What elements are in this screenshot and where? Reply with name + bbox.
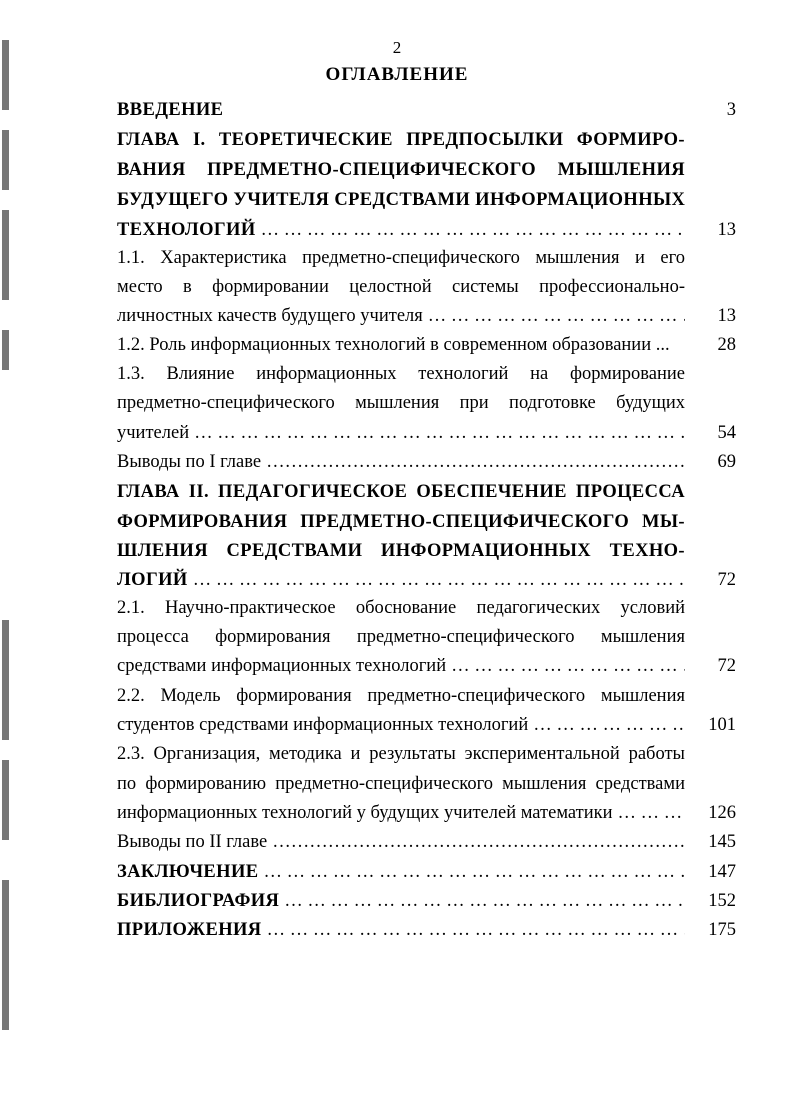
toc-entry-2-1-line3: средствами информационных технологий … … … … … … … … … … … … … … … … … … … … … … … … … … … … … … … … … … … … … … … … … … … — [117, 652, 685, 681]
toc-entry-bibliography: БИБЛИОГРАФИЯ … … … … … … … … … … … … … … … … … … … … … … … … … … … … … … … … … … … … … … … … … … … — [117, 887, 685, 916]
toc-page-introduction: 3 — [726, 100, 736, 120]
toc-page-1-1: 13 — [717, 306, 736, 326]
toc-entry-chapter1-line1: ГЛАВА I. ТЕОРЕТИЧЕСКИЕ ПРЕДПОСЫЛКИ ФОРМИРО- — [117, 130, 685, 150]
toc-entry-1-1-line2: место в формировании целостной системы профессионально- — [117, 277, 685, 297]
toc-page-1-3: 54 — [717, 423, 736, 443]
toc-entry-chapter2-line4: ЛОГИЙ … … … … … … … … … … … … … … … … … … … … … … … … … … … … … … … … … … … … … … … … … … … — [117, 566, 685, 595]
dot-leader — [428, 302, 685, 331]
toc-entry-conclusion: ЗАКЛЮЧЕНИЕ … … … … … … … … … … … … … … … … … … … … … … … … … … … … … … … … … … … … … … … … … … … — [117, 858, 685, 887]
dot-leader — [193, 566, 685, 595]
toc-page-2-3: 126 — [708, 803, 736, 823]
toc-page-conclusions-ch2: 145 — [708, 832, 736, 852]
page-title: ОГЛАВЛЕНИЕ — [325, 64, 469, 85]
toc-page-appendices: 175 — [708, 920, 736, 940]
toc-entry-introduction: ВВЕДЕНИЕ — [117, 100, 224, 120]
dot-leader — [264, 858, 686, 887]
dot-leader — [272, 828, 685, 857]
toc-page-2-2: 101 — [708, 715, 736, 735]
dot-leader — [533, 711, 685, 740]
page-number: 2 — [392, 38, 402, 57]
toc-page-1-2: 28 — [717, 335, 736, 355]
toc-entry-2-3-line2: по формированию предметно-специфического мышления средствами — [117, 774, 685, 794]
dot-leader — [267, 916, 685, 945]
toc-entry-conclusions-ch2: Выводы по II главе …………………………………………………………………………………………………………………………………………… — [117, 828, 685, 857]
toc-entry-1-3-line2: предметно-специфического мышления при подготовке будущих — [117, 393, 685, 413]
toc-entry-conclusions-ch1: Выводы по I главе …………………………………………………………………………………………………………………………………………… — [117, 448, 685, 477]
scan-edge-noise — [0, 0, 14, 1096]
toc-entry-1-2: 1.2. Роль информационных технологий в современном образовании ... — [117, 335, 670, 355]
toc-entry-2-2-line1: 2.2. Модель формирования предметно-специфического мышления — [117, 686, 685, 706]
toc-entry-2-1-line2: процесса формирования предметно-специфического мышления — [117, 627, 685, 647]
toc-entry-1-1-line1: 1.1. Характеристика предметно-специфического мышления и его — [117, 248, 685, 268]
toc-entry-chapter2-line3: ШЛЕНИЯ СРЕДСТВАМИ ИНФОРМАЦИОННЫХ ТЕХНО- — [117, 541, 685, 561]
toc-entry-appendices: ПРИЛОЖЕНИЯ … … … … … … … … … … … … … … … … … … … … … … … … … … … … … … … … … … … … … … … … … … … — [117, 916, 685, 945]
dot-leader — [451, 652, 685, 681]
toc-entry-1-1-line3: личностных качеств будущего учителя … … … … … … … … … … … … … … … … … … … … … … … … … … … … … … … … … … … … … … … … … … … — [117, 302, 685, 331]
toc-entry-chapter1-line2: ВАНИЯ ПРЕДМЕТНО-СПЕЦИФИЧЕСКОГО МЫШЛЕНИЯ — [117, 160, 685, 180]
toc-page-bibliography: 152 — [708, 891, 736, 911]
toc-entry-2-3-line3: информационных технологий у будущих учителей математики … … … … … … … … … … … … … … … … … … … … … … … … … … … … … … … … … … … … … … … … … … … — [117, 799, 685, 828]
toc-page-conclusions-ch1: 69 — [717, 452, 736, 472]
dot-leader — [194, 419, 685, 448]
toc-page-chapter2: 72 — [717, 570, 736, 590]
toc-page-2-1: 72 — [717, 656, 736, 676]
toc-entry-2-2-line2: студентов средствами информационных технологий … … … … … … … … … … … … … … … … … … … … … … … … … … … … … … … … … … … … … … … … … … … — [117, 711, 685, 740]
toc-page-chapter1: 13 — [717, 220, 736, 240]
dot-leader — [284, 887, 685, 916]
dot-leader — [261, 216, 685, 245]
toc-entry-2-3-line1: 2.3. Организация, методика и результаты экспериментальной работы — [117, 744, 685, 764]
toc-entry-1-3-line3: учителей … … … … … … … … … … … … … … … … … … … … … … … … … … … … … … … … … … … … … … … … … … … — [117, 419, 685, 448]
dot-leader — [266, 448, 685, 477]
toc-entry-chapter1-line3: БУДУЩЕГО УЧИТЕЛЯ СРЕДСТВАМИ ИНФОРМАЦИОННЫХ — [117, 190, 686, 210]
toc-entry-chapter2-line2: ФОРМИРОВАНИЯ ПРЕДМЕТНО-СПЕЦИФИЧЕСКОГО МЫ- — [117, 512, 685, 532]
toc-entry-chapter2-line1: ГЛАВА II. ПЕДАГОГИЧЕСКОЕ ОБЕСПЕЧЕНИЕ ПРОЦЕССА — [117, 482, 685, 502]
toc-page-conclusion: 147 — [708, 862, 736, 882]
toc-entry-1-3-line1: 1.3. Влияние информационных технологий на формирование — [117, 364, 685, 384]
dot-leader — [618, 799, 685, 828]
toc-entry-chapter1-line4: ТЕХНОЛОГИЙ … … … … … … … … … … … … … … … … … … … … … … … … … … … … … … … … … … … … … … … … … … … — [117, 216, 685, 245]
toc-entry-2-1-line1: 2.1. Научно-практическое обоснование педагогических условий — [117, 598, 685, 618]
